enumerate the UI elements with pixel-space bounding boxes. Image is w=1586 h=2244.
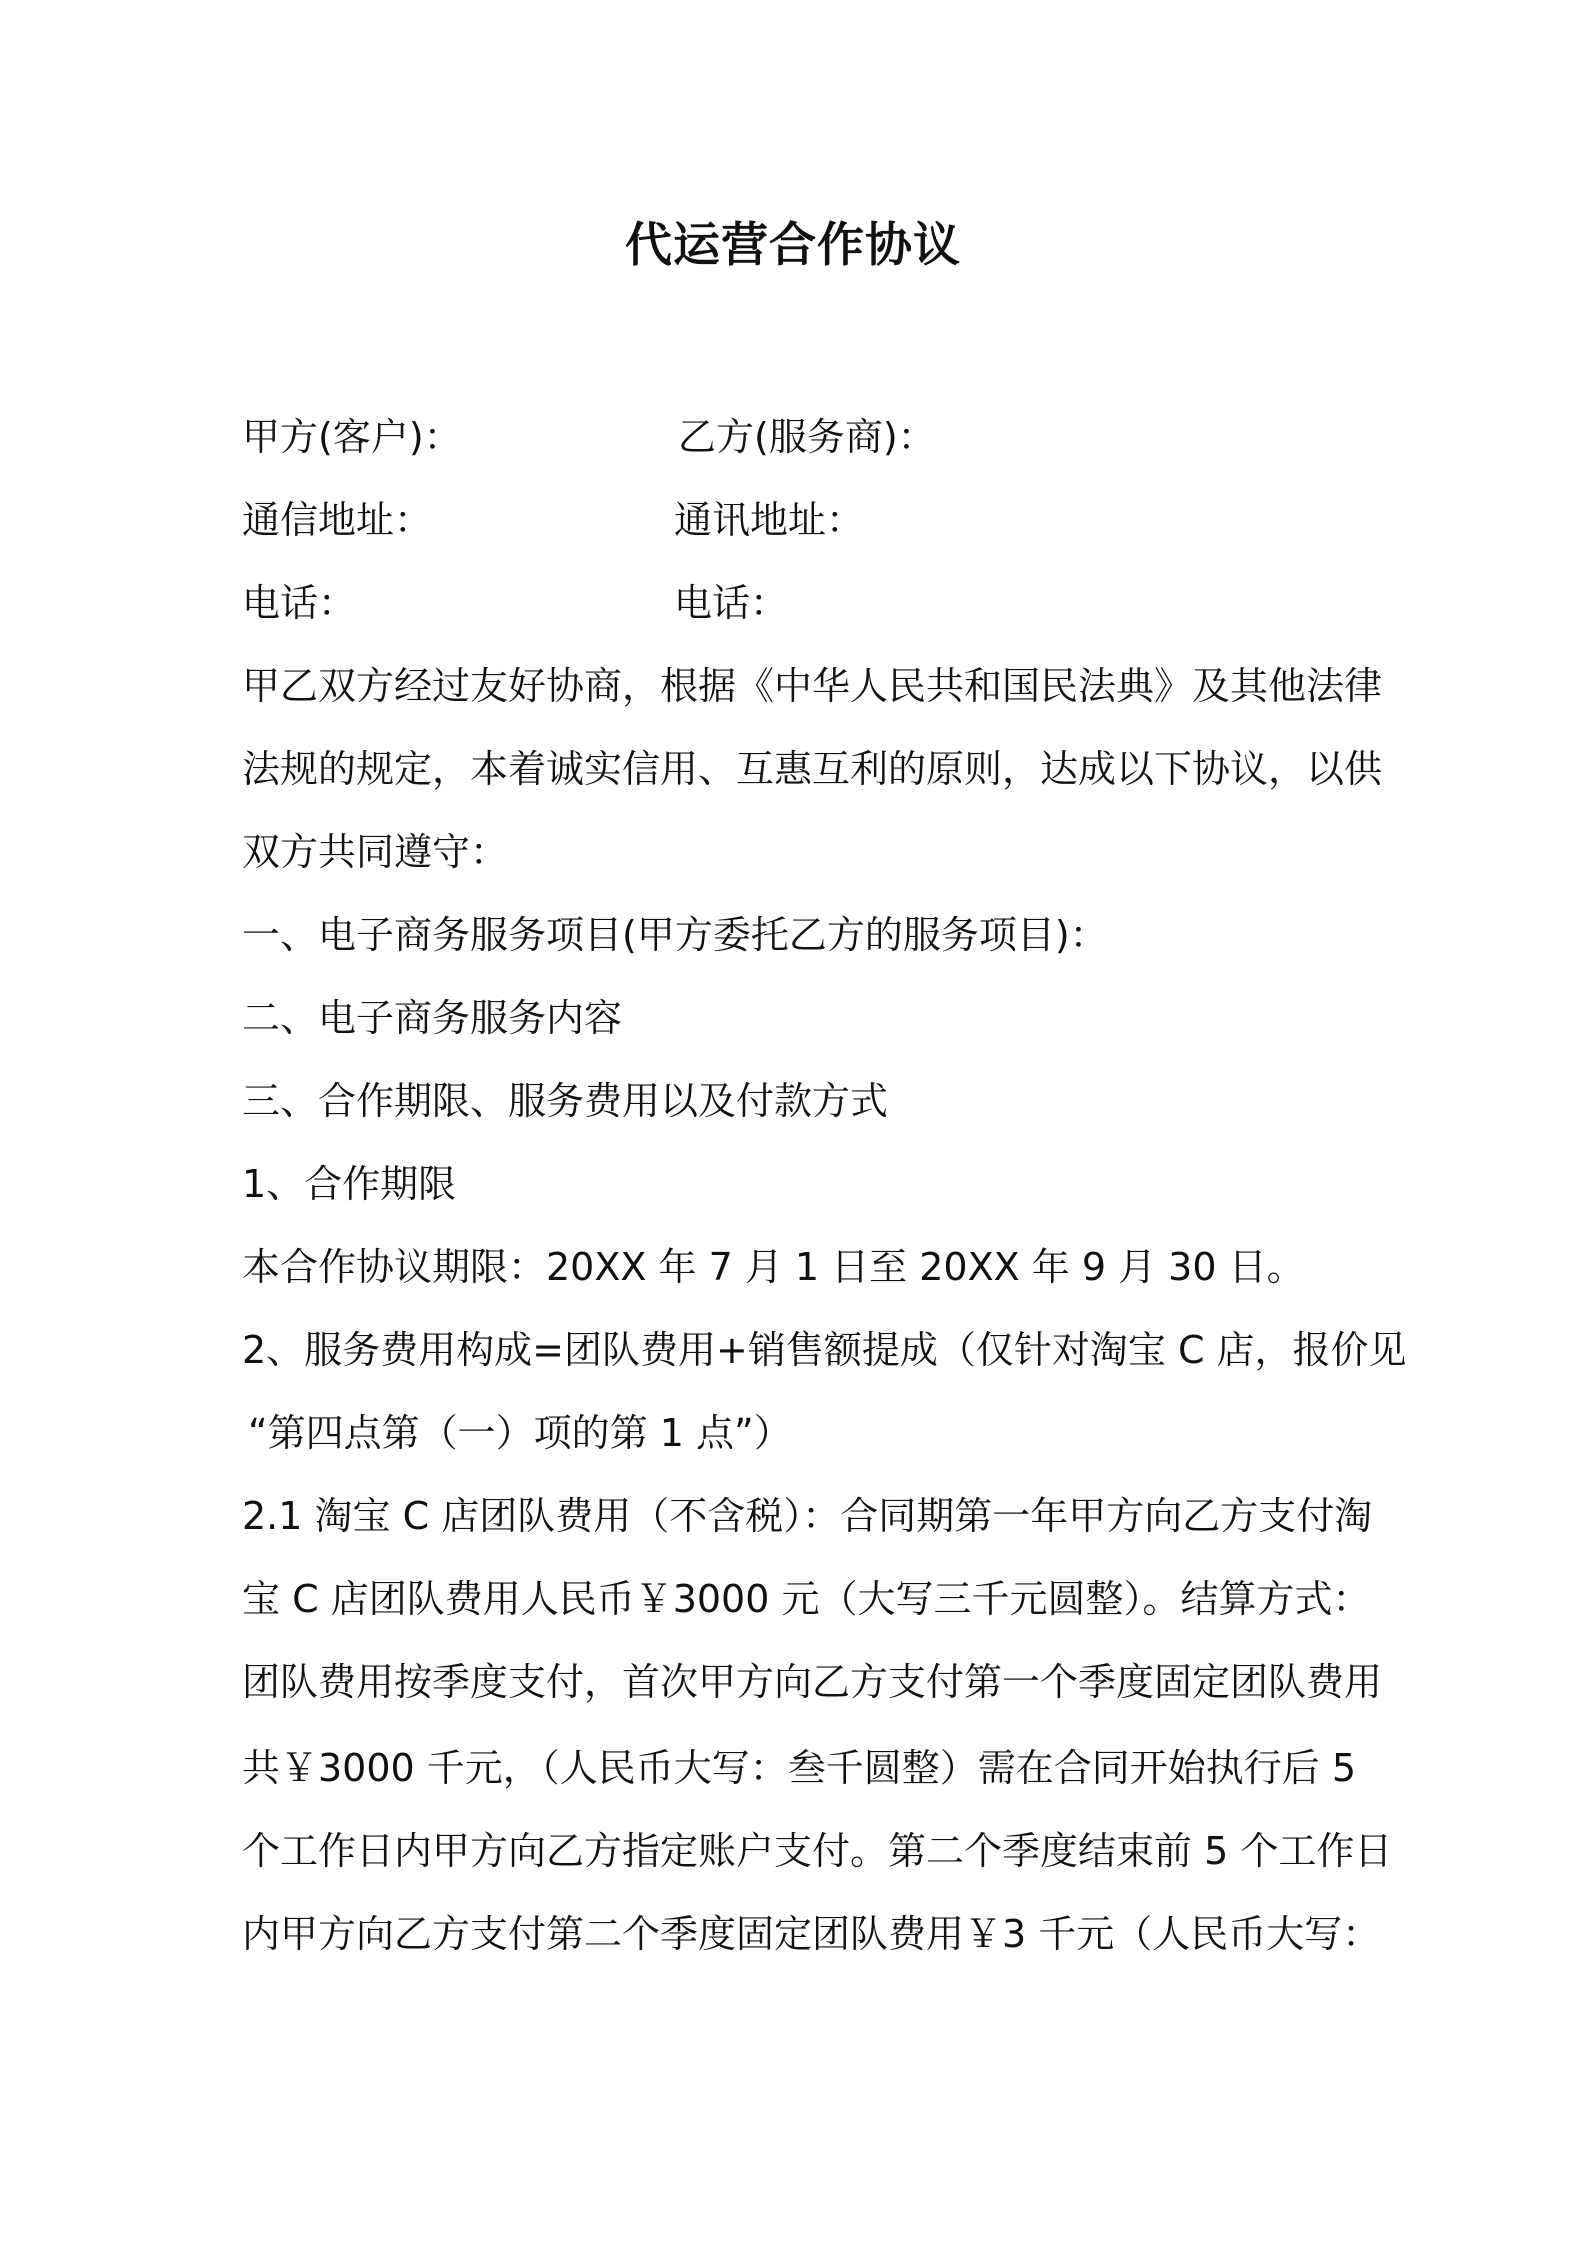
body-line-3: 双方共同遵守： [242,830,509,874]
body-line-fee-3: 团队费用按季度支付，首次甲方向乙方支付第一个季度固定团队费用 [242,1660,1383,1704]
party-b-phone-label: 电话： [674,581,789,625]
party-a-phone-label: 电话： [242,581,357,625]
party-b-address-label: 通讯地址： [674,498,865,542]
subsection-heading-1: 1、合作期限 [242,1162,457,1206]
section-heading-2: 二、电子商务服务内容 [242,996,623,1040]
body-line-fee-2: 宝 C 店团队费用人民币￥3000 元（大写三千元圆整）。结算方式： [242,1577,1371,1621]
body-line-fee-6: 内甲方向乙方支付第二个季度固定团队费用￥3 千元（人民币大写： [242,1912,1381,1956]
body-line-term: 本合作协议期限：20XX 年 7 月 1 日至 20XX 年 9 月 30 日。 [242,1245,1305,1289]
body-line-fee-5: 个工作日内甲方向乙方指定账户支付。第二个季度结束前 5 个工作日 [242,1829,1393,1873]
section-heading-3: 三、合作期限、服务费用以及付款方式 [242,1079,889,1123]
subsection-heading-2: 2、服务费用构成=团队费用+销售额提成（仅针对淘宝 C 店，报价见 [242,1328,1407,1372]
document-title: 代运营合作协议 [625,218,961,273]
body-line-reference: “第四点第（一）项的第 1 点”） [248,1411,792,1455]
section-heading-1: 一、电子商务服务项目(甲方委托乙方的服务项目)： [242,913,1108,957]
body-line-fee-1: 2.1 淘宝 C 店团队费用（不含税）：合同期第一年甲方向乙方支付淘 [242,1494,1373,1538]
body-line-fee-4: 共￥3000 千元，（人民币大写：叁千圆整）需在合同开始执行后 5 [242,1746,1357,1790]
body-line-2: 法规的规定，本着诚实信用、互惠互利的原则，达成以下协议，以供 [242,747,1383,791]
body-line-1: 甲乙双方经过友好协商，根据《中华人民共和国民法典》及其他法律 [242,664,1383,708]
party-a-label: 甲方(客户)： [242,415,462,459]
party-a-address-label: 通信地址： [242,498,433,542]
party-b-label: 乙方(服务商)： [678,415,936,459]
